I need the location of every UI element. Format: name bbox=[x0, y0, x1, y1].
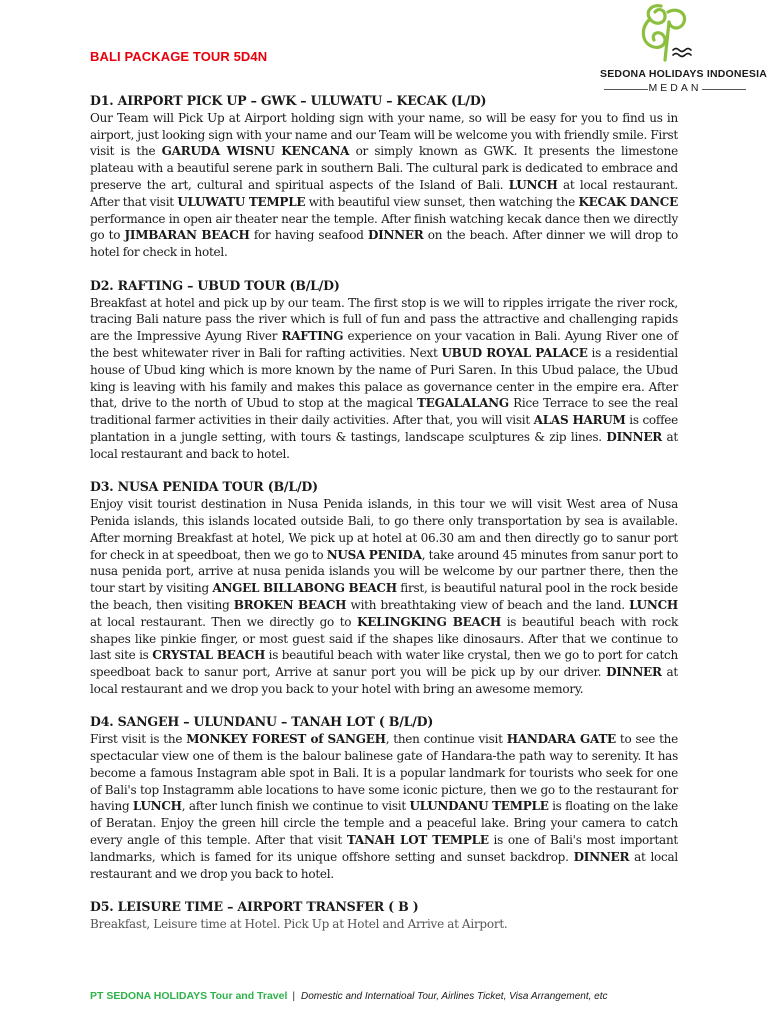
logo-company-name: SEDONA HOLIDAYS INDONESIA bbox=[600, 68, 767, 80]
description-text: with breathtaking view of beach and the land. bbox=[346, 597, 630, 612]
description-text: at local restaurant and we drop you back to hotel. bbox=[90, 849, 678, 881]
description-text: is a residential house of Ubud king which is more known by the name of Puri Saren. In this Ubud palace, the Ubud king is leaving with his family and makes this palace as governance center in the empire era. After that, drive to the north of Ubud to stop at the magical bbox=[90, 345, 678, 411]
description-text: , after lunch finish we continue to visit bbox=[181, 799, 410, 814]
description-text: at local restaurant. After that visit bbox=[90, 177, 678, 209]
footer-company-name: PT SEDONA HOLIDAYS Tour and Travel bbox=[90, 990, 288, 1002]
day-heading: D1. AIRPORT PICK UP – GWK – ULUWATU – KECAK (L/D) bbox=[90, 93, 487, 108]
highlight-place: RAFTING bbox=[281, 329, 344, 344]
description-text: , then continue visit bbox=[385, 732, 507, 747]
description-text: at local restaurant. Then we directly go to bbox=[90, 614, 358, 629]
day-heading: D3. NUSA PENIDA TOUR (B/L/D) bbox=[90, 479, 318, 495]
description-text: , take around 45 minutes from sanur port to nusa penida port, arrive at nusa penida islands you will be welcome by our partner there, then the tour start by visiting bbox=[90, 547, 679, 596]
description-text: is beautiful beach with rock shapes like pinkie finger, or most guest said if the shapes like dinosaurs. After that we continue to last site is bbox=[90, 614, 679, 663]
day-heading: D2. RAFTING – UBUD TOUR (B/L/D) bbox=[90, 277, 340, 293]
description-text: to see the spectacular view one of them is the balour balinese gate of Handara-the path way to serenity. It has become a famous Instagram able spot in Bali. It is a popular landmark for tourists who seek for one of Bali's top Instagramm able locations to have some iconic picture, then we go to the restaurant for having bbox=[90, 732, 678, 814]
day-description bbox=[90, 731, 678, 882]
highlight-place: ULUNDANU TEMPLE bbox=[409, 799, 549, 814]
company-logo bbox=[600, 2, 767, 94]
highlight-place: ULUWATU TEMPLE bbox=[177, 194, 306, 209]
description-text: Enjoy visit tourist destination in Nusa Penida islands, in this tour we will visit West area of Nusa Penida islands, this islands located outside Bali, to go there only transportation by sea is available. After morning Breakfast at hotel, We pick up at hotel at 06.30 am and then directly go to sanur port for check in at speedboat, then we go to bbox=[90, 497, 678, 562]
description-text: Rice Terrace to see the real traditional farmer activities in their daily activities. After that, you will visit bbox=[90, 396, 679, 428]
highlight-place: DINNER bbox=[606, 429, 662, 444]
day-description bbox=[90, 916, 678, 933]
document-title: BALI PACKAGE TOUR 5D4N bbox=[90, 49, 268, 64]
highlight-place: TEGALALANG bbox=[417, 396, 509, 411]
description-text: is coffee plantation in a jungle setting, with tours & tastings, landscape sculptures & zip lines. bbox=[90, 413, 678, 444]
description-text: First visit is the bbox=[90, 732, 187, 747]
description-text: Breakfast at hotel and pick up by our team. The first stop is we will to ripples irrigate the river rock, tracing Bali nature pass the river which is full of fun and pass the attractive and challenging rapids are the Impressive Ayung River bbox=[90, 295, 678, 344]
day-description bbox=[90, 496, 678, 698]
description-text: performance in open air theater near the temple. After finish watching kecak dance then we directly go to bbox=[90, 211, 678, 243]
day-section bbox=[90, 93, 678, 261]
highlight-place: HANDARA GATE bbox=[506, 732, 616, 747]
highlight-place: KECAK DANCE bbox=[578, 194, 678, 209]
description-text: or simply known as GWK. It presents the limestone plateau with a beautiful serene park in southern Bali. The cultural park is dedicated to embrace and preserve the art, cultural and spiritual aspects of the Island of Bali. bbox=[90, 144, 678, 192]
description-text: for having seafood bbox=[249, 228, 368, 243]
highlight-place: DINNER bbox=[606, 665, 662, 680]
highlight-place: BROKEN BEACH bbox=[233, 597, 347, 612]
highlight-place: NUSA PENIDA bbox=[326, 547, 422, 562]
day-description bbox=[90, 295, 678, 463]
description-text: experience on your vacation in Bali. Ayung River one of the best whitewater river in Bali for rafting activities. Next bbox=[90, 329, 678, 360]
highlight-place: MONKEY FOREST of SANGEH bbox=[186, 732, 386, 747]
day-description bbox=[90, 110, 678, 261]
description-text: at local restaurant and back to hotel. bbox=[90, 429, 679, 461]
logo-city-name: MEDAN bbox=[648, 82, 702, 94]
sedona-swirl-wave-icon bbox=[630, 2, 694, 66]
description-text: at local restaurant and we drop you back to your hotel with bring an awesome memory. bbox=[90, 665, 679, 696]
footer-services: Domestic and Internatioal Tour, Airlines Ticket, Visa Arrangement, etc bbox=[300, 991, 608, 1002]
description-text: on the beach. After dinner we will drop to hotel for check in hotel. bbox=[90, 228, 679, 260]
highlight-place: CRYSTAL BEACH bbox=[152, 648, 266, 663]
highlight-place: TANAH LOT TEMPLE bbox=[346, 833, 489, 848]
day-section bbox=[90, 714, 678, 882]
highlight-place: LUNCH bbox=[132, 799, 182, 814]
footer-separator: | bbox=[292, 990, 296, 1002]
description-text: is beautiful beach with water like crystal, then we go to port for catch speedboat back to sanur port, Arrive at sanur port you will be pick up by our driver. bbox=[90, 648, 679, 680]
description-text: Our Team will Pick Up at Airport holding sign with your name, so will be easy for you to find us in airport, just looking sign with your name and our Team will be welcome you with friendly smile. First visit is the bbox=[90, 110, 678, 159]
highlight-place: LUNCH bbox=[629, 597, 678, 612]
description-text: is one of Bali's most important landmarks, which is famed for its unique offshore setting and sunset backdrop. bbox=[90, 833, 678, 864]
highlight-place: GARUDA WISNU KENCANA bbox=[161, 144, 350, 159]
day-section bbox=[90, 479, 678, 697]
highlight-place: ALAS HARUM bbox=[533, 413, 626, 428]
description-text: is floating on the lake of Beratan. Enjoy the green hill circle the temple and a peaceful lake. Bring your camera to catch every angle of this temple. After that visit bbox=[90, 799, 678, 848]
highlight-place: DINNER bbox=[367, 228, 424, 243]
highlight-place: UBUD ROYAL PALACE bbox=[441, 345, 588, 360]
logo-rule-right bbox=[702, 89, 746, 90]
day-heading: D4. SANGEH – ULUNDANU – TANAH LOT ( B/L/D) bbox=[90, 714, 434, 730]
description-text: with beautiful view sunset, then watching the bbox=[305, 194, 579, 209]
highlight-place: ANGEL BILLABONG BEACH bbox=[212, 581, 397, 596]
footer bbox=[90, 990, 750, 1002]
description-text: Breakfast, Leisure time at Hotel. Pick Up at Hotel and Arrive at Airport. bbox=[90, 917, 508, 932]
highlight-place: KELINGKING BEACH bbox=[357, 614, 501, 629]
day-section bbox=[90, 278, 678, 463]
day-heading: D5. LEISURE TIME – AIRPORT TRANSFER ( B ) bbox=[90, 899, 419, 915]
day-section bbox=[90, 899, 678, 933]
highlight-place: LUNCH bbox=[508, 177, 558, 192]
highlight-place: DINNER bbox=[573, 849, 630, 864]
itinerary bbox=[90, 93, 678, 950]
highlight-place: JIMBARAN BEACH bbox=[124, 228, 250, 243]
description-text: first, is beautiful natural pool in the rock beside the beach, then visiting bbox=[90, 581, 678, 612]
